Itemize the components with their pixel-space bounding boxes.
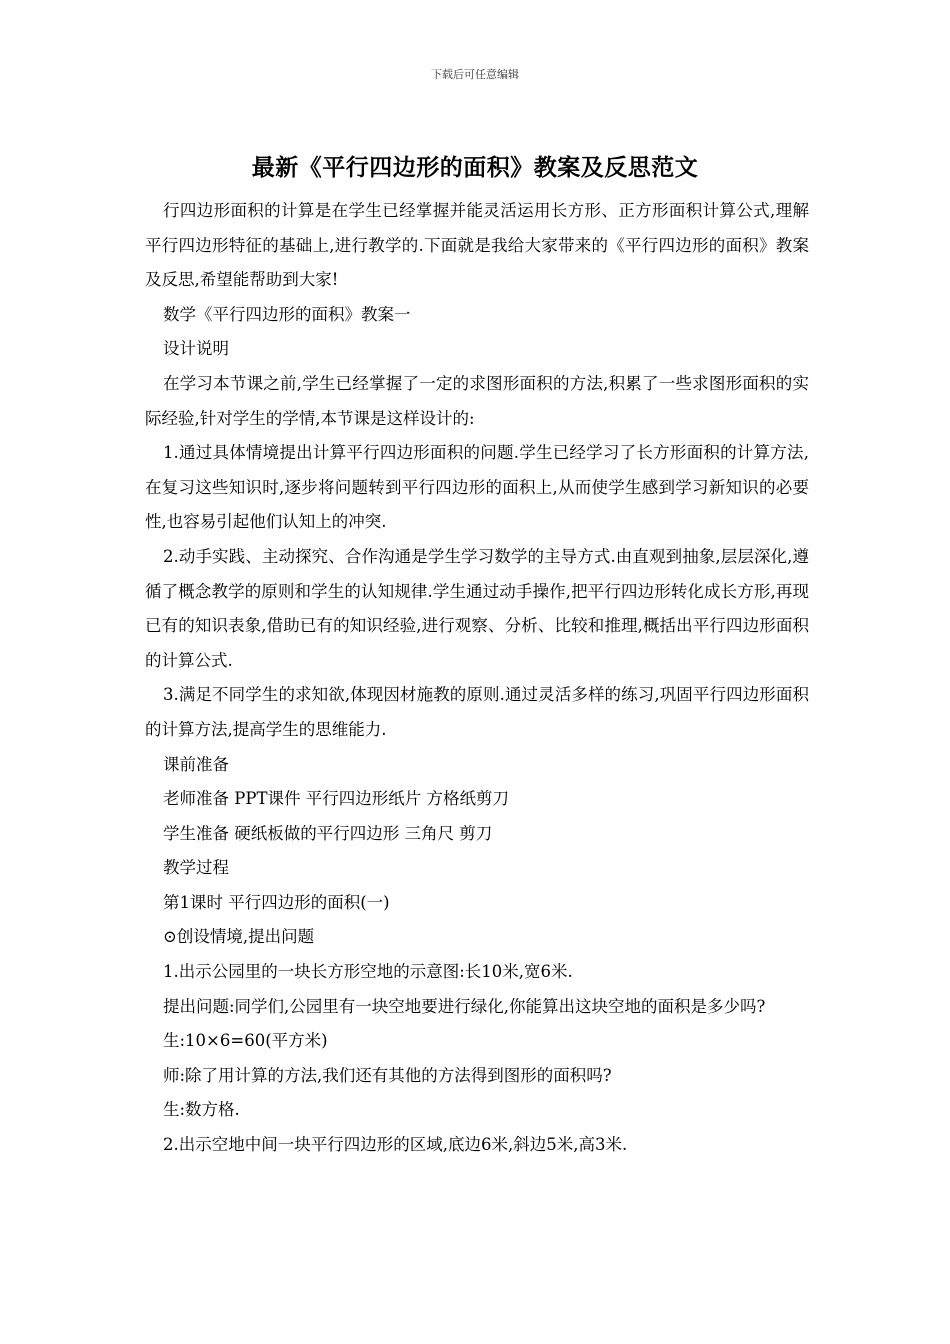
page-header-note: 下载后可任意编辑	[431, 68, 519, 81]
paragraph-teacher-prep: 老师准备 PPT课件 平行四边形纸片 方格纸剪刀	[163, 789, 509, 809]
paragraph-process-heading: 教学过程	[163, 858, 229, 878]
paragraph-lesson-heading: 数学《平行四边形的面积》教案一	[163, 304, 411, 324]
paragraph-intro: 行四边形面积的计算是在学生已经掌握并能灵活运用长方形、正方形面积计算公式,理解平行四边形特征的基础上,进行教学的.下面就是我给大家带来的《平行四边形的面积》教案及反思,希望能帮助到大家!	[145, 201, 809, 290]
paragraph-step-2: 2.出示空地中间一块平行四边形的区域,底边6米,斜边5米,高3米.	[163, 1135, 628, 1155]
paragraph-situation-heading: ⊙创设情境,提出问题	[163, 927, 315, 947]
paragraph-question: 提出问题:同学们,公园里有一块空地要进行绿化,你能算出这块空地的面积是多少吗?	[163, 996, 766, 1016]
document-title: 最新《平行四边形的面积》教案及反思范文	[251, 154, 699, 181]
paragraph-lesson-one: 第1课时 平行四边形的面积(一)	[163, 892, 390, 912]
paragraph-student-answer-1: 生:10×6=60(平方米)	[163, 1031, 328, 1051]
paragraph-design-point-1: 1.通过具体情境提出计算平行四边形面积的问题.学生已经学习了长方形面积的计算方法,在复习这些知识时,逐步将问题转到平行四边形的面积上,从而使学生感到学习新知识的必要性,也容易引起他们认知上的冲突.	[145, 443, 809, 532]
paragraph-design-point-3: 3.满足不同学生的求知欲,体现因材施教的原则.通过灵活多样的练习,巩固平行四边形面积的计算方法,提高学生的思维能力.	[145, 685, 809, 739]
paragraph-design-heading: 设计说明	[163, 339, 229, 359]
paragraph-teacher-question: 师:除了用计算的方法,我们还有其他的方法得到图形的面积吗?	[163, 1065, 612, 1085]
paragraph-student-answer-2: 生:数方格.	[163, 1100, 240, 1120]
paragraph-student-prep: 学生准备 硬纸板做的平行四边形 三角尺 剪刀	[163, 823, 493, 843]
paragraph-design-point-2: 2.动手实践、主动探究、合作沟通是学生学习数学的主导方式.由直观到抽象,层层深化,遵循了概念教学的原则和学生的认知规律.学生通过动手操作,把平行四边形转化成长方形,再现已有的知识表象,借助已有的知识经验,进行观察、分析、比较和推理,概括出平行四边形面积的计算公式.	[145, 546, 809, 670]
paragraph-design-intro: 在学习本节课之前,学生已经掌握了一定的求图形面积的方法,积累了一些求图形面积的实际经验,针对学生的学情,本节课是这样设计的:	[145, 373, 809, 428]
paragraph-prep-heading: 课前准备	[163, 754, 229, 774]
document-body	[145, 194, 809, 1163]
paragraph-step-1: 1.出示公园里的一块长方形空地的示意图:长10米,宽6米.	[163, 962, 573, 982]
